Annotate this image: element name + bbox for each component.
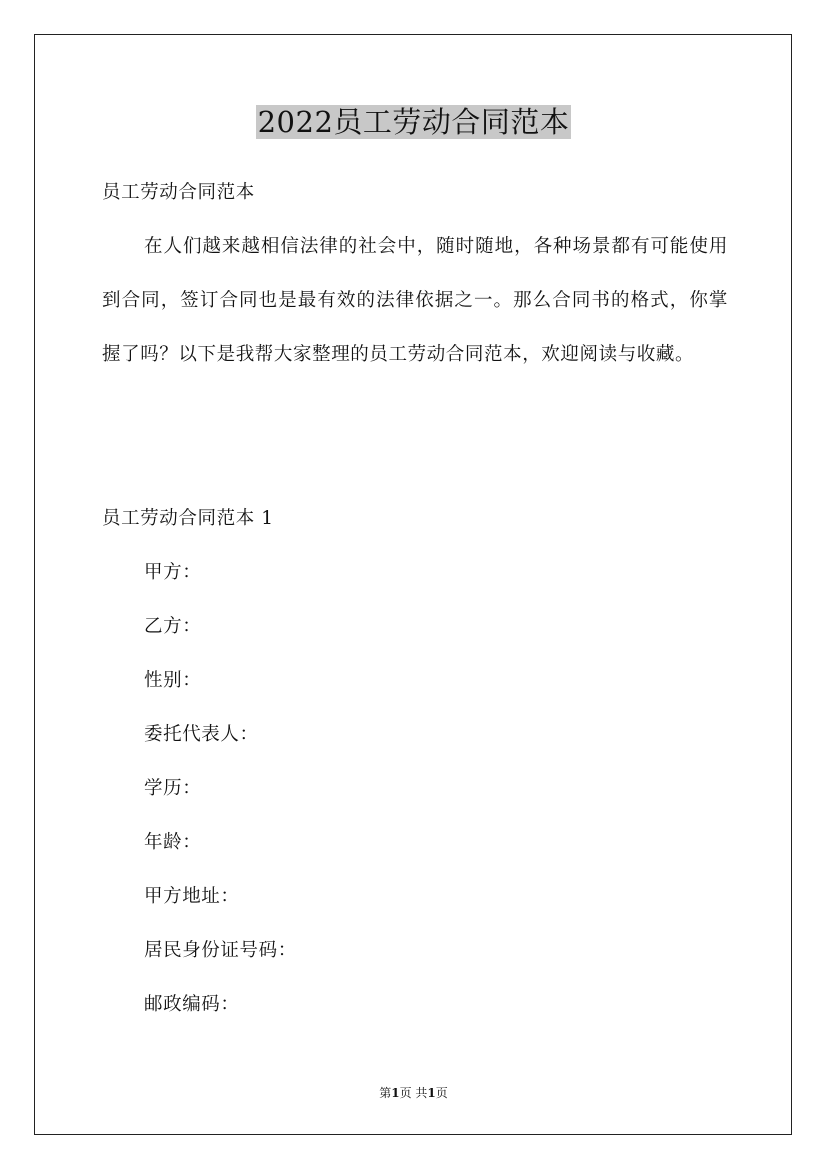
document-title: [0, 100, 827, 144]
field-gender: 性别：: [144, 670, 202, 691]
field-id-number: 居民身份证号码：: [144, 940, 297, 961]
field-party-b: 乙方：: [144, 616, 202, 637]
field-education: 学历：: [144, 778, 202, 799]
document-title-text: 2022员工劳动合同范本: [257, 105, 570, 139]
footer-page-mid: 页 共: [399, 1086, 428, 1100]
section-heading: 员工劳动合同范本 1: [102, 508, 274, 529]
field-party-a: 甲方：: [144, 562, 202, 583]
field-age: 年龄：: [144, 832, 202, 853]
field-representative: 委托代表人：: [144, 724, 259, 745]
footer-page-prefix: 第: [379, 1086, 392, 1100]
field-postal-code: 邮政编码：: [144, 994, 240, 1015]
footer-page-total: 1: [427, 1086, 436, 1100]
contract-field-list: [144, 546, 297, 1032]
footer-page-current: 1: [391, 1086, 400, 1100]
intro-paragraph: 在人们越来越相信法律的社会中，随时随地，各种场景都有可能使用到合同，签订合同也是最有效的法律依据之一。那么合同书的格式，你掌握了吗？以下是我帮大家整理的员工劳动合同范本，欢迎阅读与收藏。: [102, 236, 728, 365]
page-footer: [0, 1084, 827, 1101]
footer-page-suffix: 页: [435, 1086, 448, 1100]
field-party-a-address: 甲方地址：: [144, 886, 240, 907]
subheading: 员工劳动合同范本: [102, 182, 255, 203]
